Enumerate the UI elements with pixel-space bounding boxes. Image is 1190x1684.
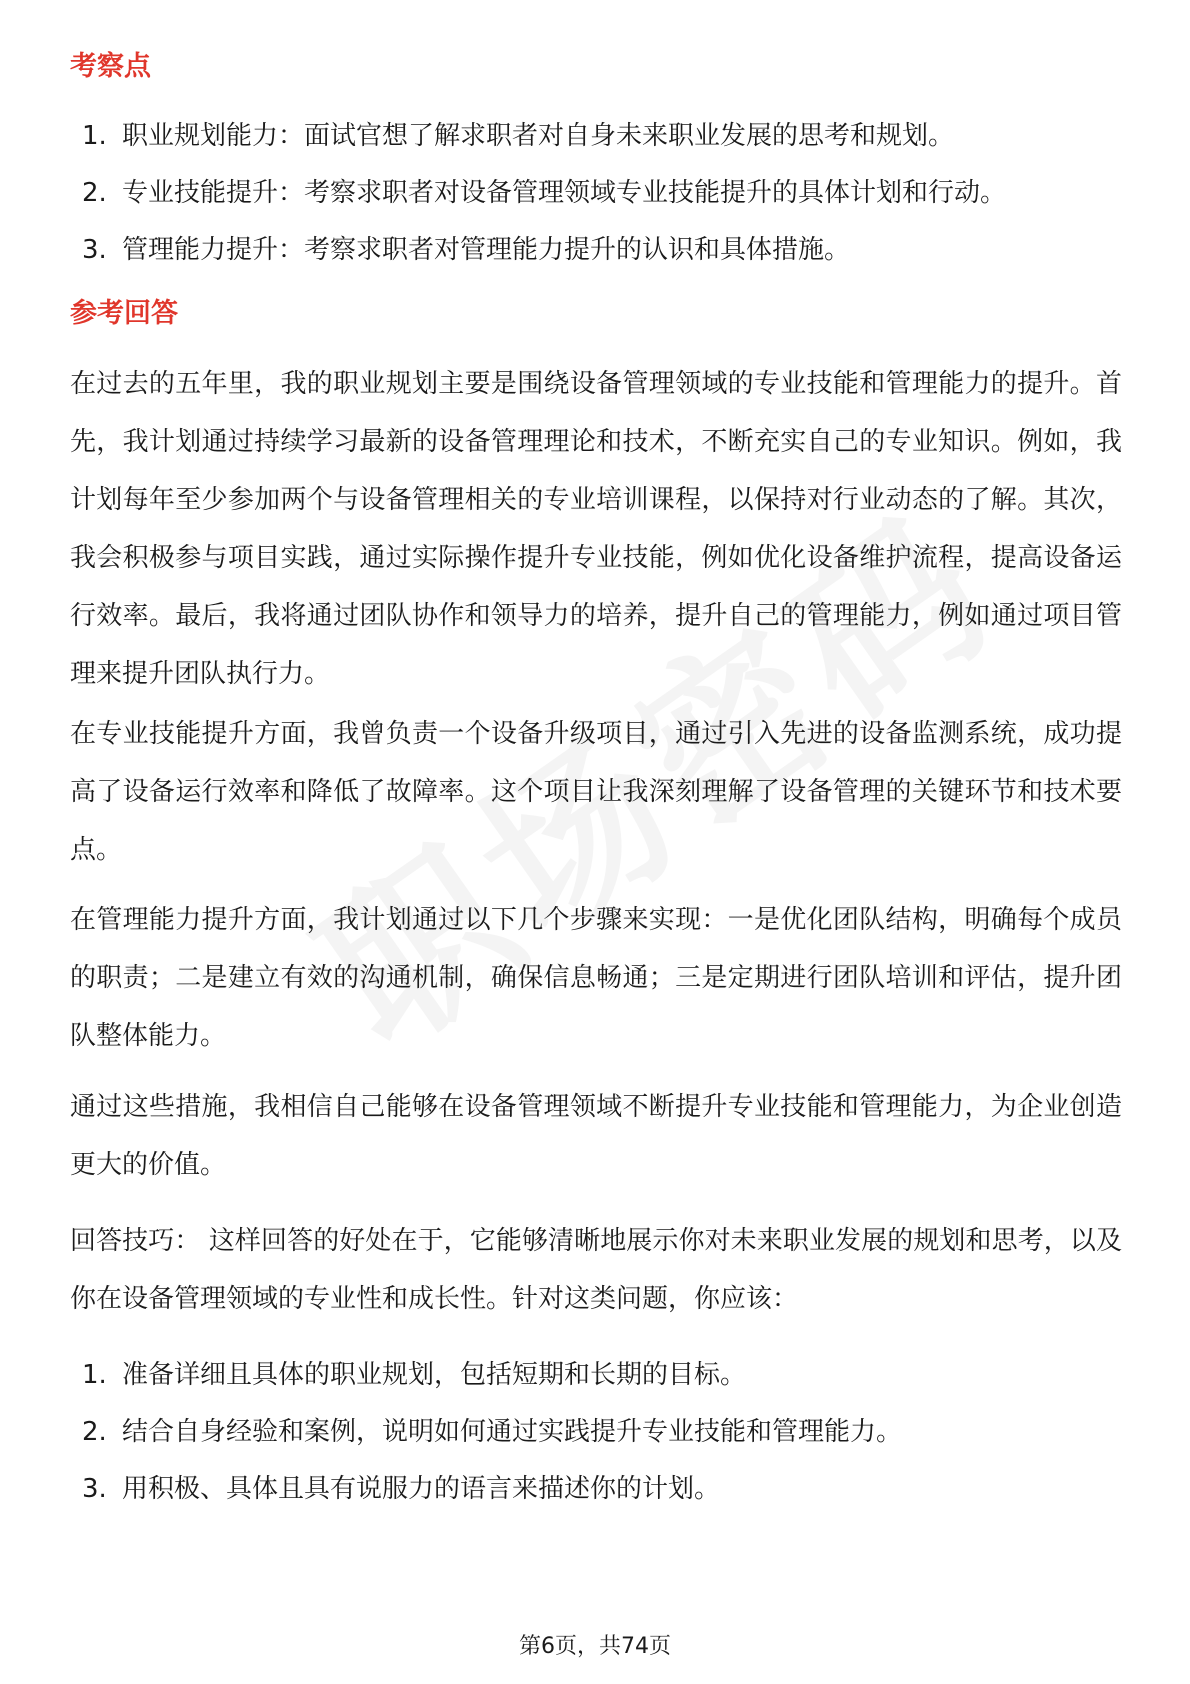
list-item-text: 用积极、具体且具有说服力的语言来描述你的计划。 xyxy=(122,1474,721,1504)
section-title-answer: 参考回答 xyxy=(70,298,178,329)
list-item xyxy=(82,1461,1122,1518)
document-page xyxy=(70,0,1120,1684)
list-item-number: 1. xyxy=(82,121,107,151)
list-item xyxy=(82,108,1122,165)
tips-list xyxy=(82,1347,1122,1518)
answer-paragraph-3: 在管理能力提升方面，我计划通过以下几个步骤来实现：一是优化团队结构，明确每个成员的职责；二是建立有效的沟通机制，确保信息畅通；三是定期进行团队培训和评估，提升团队整体能力。 xyxy=(70,905,1122,1051)
answer-paragraph-4: 通过这些措施，我相信自己能够在设备管理领域不断提升专业技能和管理能力，为企业创造更大的价值。 xyxy=(70,1092,1122,1180)
list-item-number: 1. xyxy=(82,1360,107,1390)
list-item-text: 专业技能提升：考察求职者对设备管理领域专业技能提升的具体计划和行动。 xyxy=(122,178,1007,208)
list-item xyxy=(82,222,1122,279)
list-item-text: 结合自身经验和案例，说明如何通过实践提升专业技能和管理能力。 xyxy=(122,1417,903,1447)
list-item-text: 管理能力提升：考察求职者对管理能力提升的认识和具体措施。 xyxy=(122,235,851,265)
list-item-number: 3. xyxy=(82,235,107,265)
focus-list xyxy=(82,108,1122,279)
list-item-number: 3. xyxy=(82,1474,107,1504)
list-item-number: 2. xyxy=(82,178,107,208)
list-item xyxy=(82,1404,1122,1461)
page-number: 第6页，共74页 xyxy=(519,1634,671,1659)
answer-tips-intro: 回答技巧： 这样回答的好处在于，它能够清晰地展示你对未来职业发展的规划和思考，以及你在设备管理领域的专业性和成长性。针对这类问题，你应该： xyxy=(70,1226,1122,1314)
list-item xyxy=(82,1347,1122,1404)
list-item-text: 职业规划能力：面试官想了解求职者对自身未来职业发展的思考和规划。 xyxy=(122,121,955,151)
list-item xyxy=(82,165,1122,222)
answer-paragraph-1: 在过去的五年里，我的职业规划主要是围绕设备管理领域的专业技能和管理能力的提升。首先，我计划通过持续学习最新的设备管理理论和技术，不断充实自己的专业知识。例如，我计划每年至少参加两个与设备管理相关的专业培训课程，以保持对行业动态的了解。其次，我会积极参与项目实践，通过实际操作提升专业技能，例如优化设备维护流程，提高设备运行效率。最后，我将通过团队协作和领导力的培养，提升自己的管理能力，例如通过项目管理来提升团队执行力。 xyxy=(70,369,1122,689)
list-item-text: 准备详细且具体的职业规划，包括短期和长期的目标。 xyxy=(122,1360,747,1390)
section-title-focus: 考察点 xyxy=(70,51,151,82)
answer-paragraph-2: 在专业技能提升方面，我曾负责一个设备升级项目，通过引入先进的设备监测系统，成功提高了设备运行效率和降低了故障率。这个项目让我深刻理解了设备管理的关键环节和技术要点。 xyxy=(70,719,1122,865)
list-item-number: 2. xyxy=(82,1417,107,1447)
